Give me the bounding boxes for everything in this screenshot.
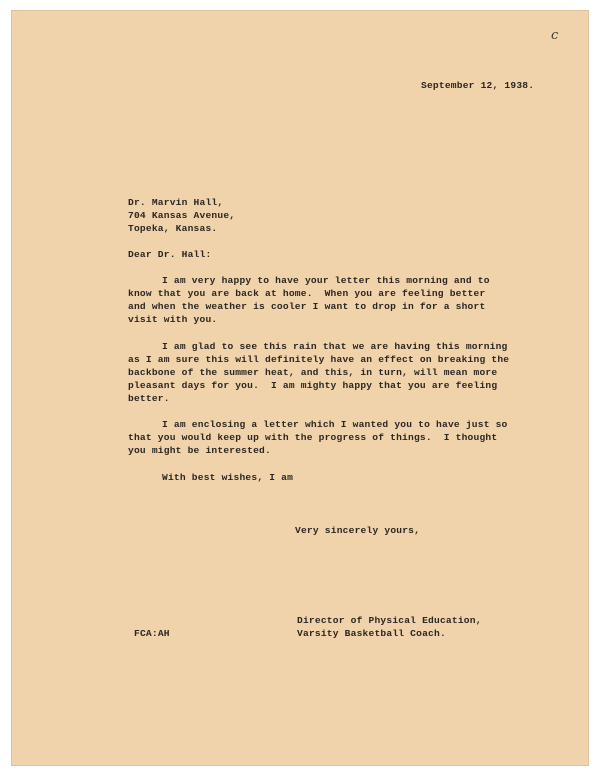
address-line: Dr. Marvin Hall, — [128, 197, 224, 208]
body-line: I am very happy to have your letter this morning and to — [162, 275, 490, 286]
signature-title-line: Director of Physical Education, — [297, 615, 482, 626]
letter-page — [11, 10, 589, 766]
address-line: 704 Kansas Avenue, — [128, 210, 236, 221]
body-line: I am enclosing a letter which I wanted you to have just so — [162, 419, 508, 430]
body-line: pleasant days for you. I am mighty happy that you are feeling — [128, 380, 498, 391]
body-line: that you would keep up with the progress of things. I thought — [128, 432, 498, 443]
body-line: you might be interested. — [128, 445, 271, 456]
body-line: as I am sure this will definitely have an effect on breaking the — [128, 354, 510, 365]
complimentary-close: Very sincerely yours, — [295, 525, 421, 536]
address-line: Topeka, Kansas. — [128, 223, 218, 234]
salutation: Dear Dr. Hall: — [128, 249, 212, 260]
body-line: I am glad to see this rain that we are having this morning — [162, 341, 508, 352]
corner-mark: c — [551, 28, 559, 43]
body-line: backbone of the summer heat, and this, in turn, will mean more — [128, 367, 498, 378]
signature-title-line: Varsity Basketball Coach. — [297, 628, 446, 639]
closing-wish: With best wishes, I am — [162, 472, 294, 483]
body-line: know that you are back at home. When you are feeling better — [128, 288, 486, 299]
letter-date: September 12, 1938. — [421, 80, 535, 91]
reference-initials: FCA:AH — [134, 628, 170, 639]
body-line: visit with you. — [128, 314, 218, 325]
body-line: better. — [128, 393, 170, 404]
body-line: and when the weather is cooler I want to drop in for a short — [128, 301, 486, 312]
